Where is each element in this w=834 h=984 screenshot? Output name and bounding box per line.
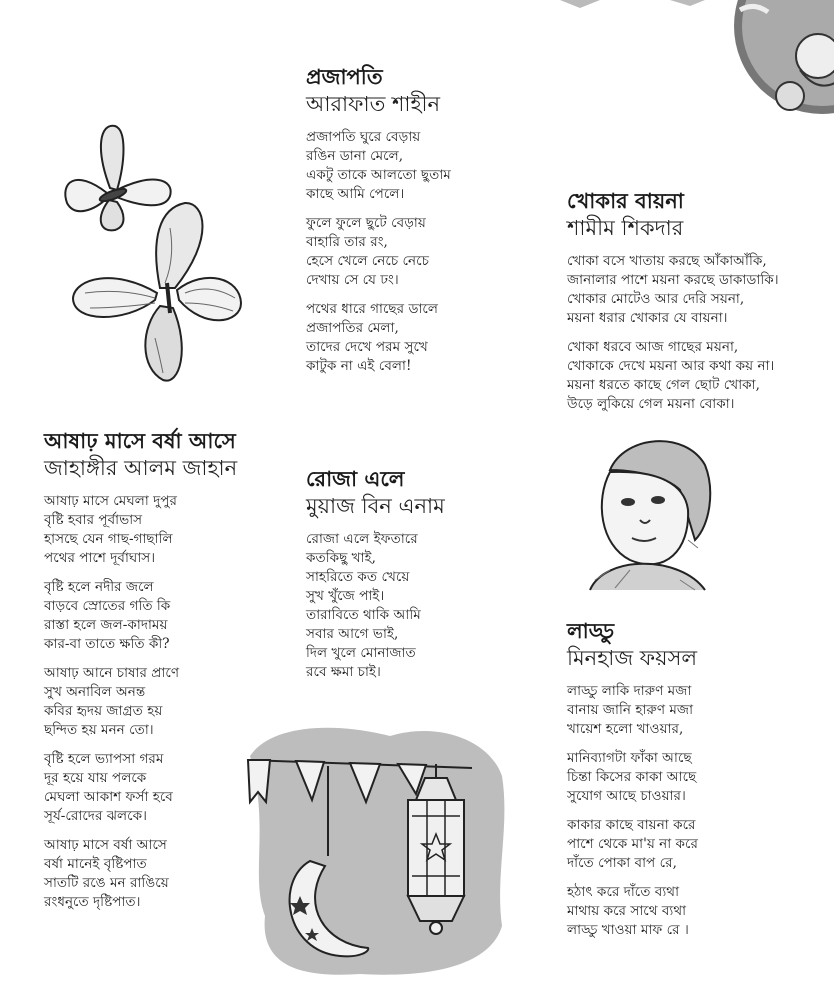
poem-line: মেঘলা আকাশ ফর্সা হবে — [44, 789, 173, 805]
poem-line: দিল খুলে মোনাজাত — [306, 645, 416, 661]
poem-line: কার-বা তাতে ক্ষতি কী? — [44, 636, 170, 652]
poem-line: বৃষ্টি হবার পূর্বাভাস — [44, 512, 143, 528]
poem-line: সূর্য-রোদের ঝলকে। — [44, 808, 147, 824]
poem-author: মুয়াজ বিন এনাম — [306, 494, 445, 518]
poem-line: ফুলে ফুলে ছুটে বেড়ায় — [306, 215, 426, 231]
poem-line: আষাঢ় মাসে মেঘলা দুপুর — [44, 493, 177, 509]
poem-title: আষাঢ় মাসে বর্ষা আসে — [44, 429, 236, 453]
poem-stanza — [306, 300, 451, 376]
poem-stanza — [567, 338, 779, 414]
poem-title: প্রজাপতি — [306, 65, 383, 89]
top-shape — [560, 0, 710, 12]
poem-line: সুখ খুঁজে পাই। — [306, 588, 385, 604]
poem-line: চিন্তা কিসের কাকা আছে — [567, 769, 697, 785]
poem-stanza — [306, 128, 451, 204]
poem-line: রোজা এলে ইফতারে — [306, 531, 418, 547]
poem-line: রংধনুতে দৃষ্টিপাত। — [44, 894, 141, 910]
poem-line: কতকিছু খাই, — [306, 550, 376, 566]
poem-stanza — [567, 749, 698, 806]
poem-line: কাছে আমি পেলে। — [306, 186, 405, 202]
poem-line: সুযোগ আছে চাওয়ার। — [567, 788, 686, 804]
poem-line: লাড্ডু খাওয়া মাফ রে । — [567, 922, 689, 938]
poem-line: হাসছে যেন গাছ-গাছালি — [44, 531, 173, 547]
poem-stanza — [44, 750, 237, 826]
poem-stanza — [306, 530, 445, 682]
poem-line: মাথায় করে সাথে ব্যথা — [567, 903, 687, 919]
poem-line: বৃষ্টি হলে ভ্যাপসা গরম — [44, 751, 164, 767]
poem-roza-ele — [306, 466, 445, 692]
poem-line: বর্ষা মানেই বৃষ্টিপাত — [44, 856, 147, 872]
poem-line: খোকা বসে খাতায় করছে আঁকাআঁকি, — [567, 253, 767, 269]
poem-line: খায়েশ হলো খাওয়ার, — [567, 721, 684, 737]
child-portrait-illustration — [570, 430, 720, 600]
poem-line: প্রজাপতির মেলা, — [306, 320, 399, 336]
poem-line: প্রজাপতি ঘুরে বেড়ায় — [306, 129, 421, 145]
butterflies-illustration — [55, 118, 250, 390]
poem-stanza — [44, 578, 237, 654]
poem-line: রঙিন ডানা মেলে, — [306, 148, 404, 164]
poem-stanza — [567, 883, 698, 940]
poem-line: দূর হয়ে যায় পলকে — [44, 770, 147, 786]
poem-line: মানিব্যাগটা ফাঁকা আছে — [567, 750, 692, 766]
poem-line: বাড়বে স্রোতের গতি কি — [44, 598, 171, 614]
poem-line: জানালার পাশে ময়না করছে ডাকাডাকি। — [567, 272, 779, 288]
poem-line: সাহরিতে কত খেয়ে — [306, 569, 410, 585]
poem-line: পথের পাশে দূর্বাঘাস। — [44, 550, 156, 566]
poem-title: রোজা এলে — [306, 467, 405, 491]
poem-stanza — [44, 664, 237, 740]
poem-author: আরাফাত শাহীন — [306, 92, 441, 116]
poem-author: শামীম শিকদার — [567, 216, 684, 240]
poem-stanza — [567, 816, 698, 873]
poem-line: তাদের দেখে পরম সুখে — [306, 339, 428, 355]
poem-line: পথের ধারে গাছের ডালে — [306, 301, 439, 317]
poem-line: সুখ অনাবিল অনন্ত — [44, 684, 146, 700]
poem-asharh — [44, 428, 237, 922]
poem-line: ময়না ধরতে কাছে গেল ছোট খোকা, — [567, 377, 760, 393]
poem-line: সবার আগে ভাই, — [306, 626, 399, 642]
poem-line: তারাবিতে থাকি আমি — [306, 607, 421, 623]
poem-line: কাটুক না এই বেলা! — [306, 358, 412, 374]
poem-line: উড়ে লুকিয়ে গেল ময়না বোকা। — [567, 396, 735, 412]
poem-line: খোকা ধরবে আজ গাছের ময়না, — [567, 339, 739, 355]
poem-projapoti — [306, 64, 451, 386]
poem-line: খোকার মোটেও আর দেরি সয়না, — [567, 291, 745, 307]
poem-line: বানায় জানি হারুণ মজা — [567, 702, 694, 718]
poem-laddu — [567, 618, 698, 950]
poem-line: দাঁতে পোকা বাপ রে, — [567, 855, 677, 871]
poem-line: হেসে খেলে নেচে নেচে — [306, 253, 429, 269]
poem-line: সাতটি রঙে মন রাঙিয়ে — [44, 875, 169, 891]
poem-line: ছন্দিত হয় মনন তো। — [44, 722, 154, 738]
poem-line: কবির হৃদয় জাগ্রত হয় — [44, 703, 163, 719]
poem-line: আষাঢ় মাসে বর্ষা আসে — [44, 837, 167, 853]
poem-line: বৃষ্টি হলে নদীর জলে — [44, 579, 154, 595]
crescent-lantern-illustration — [240, 716, 512, 982]
poem-line: কাকার কাছে বায়না করে — [567, 817, 696, 833]
poem-stanza — [44, 492, 237, 568]
poem-line: রবে ক্ষমা চাই। — [306, 664, 381, 680]
poem-stanza — [567, 252, 779, 328]
poem-author: মিনহাজ ফয়সল — [567, 646, 698, 670]
poem-line: আষাঢ় আনে চাষার প্রাণে — [44, 665, 180, 681]
poem-line: দেখায় সে যে ঢং। — [306, 272, 399, 288]
poem-stanza — [44, 836, 237, 912]
poem-title: খোকার বায়না — [567, 189, 684, 213]
poem-stanza — [306, 214, 451, 290]
poem-line: হঠাৎ করে দাঁতে ব্যথা — [567, 884, 680, 900]
poem-line: পাশে থেকে মা'য় না করে — [567, 836, 698, 852]
poem-line: বাহারি তার রং, — [306, 234, 388, 250]
poem-author: জাহাঙ্গীর আলম জাহান — [44, 456, 238, 480]
poem-line: ময়না ধরার খোকার যে বায়না। — [567, 310, 728, 326]
poem-line: লাড্ডু লাকি দারুণ মজা — [567, 683, 692, 699]
poem-line: একটু তাকে আলতো ছুতাম — [306, 167, 451, 183]
poem-line: রাস্তা হলে জল-কাদাময় — [44, 617, 168, 633]
poem-stanza — [567, 682, 698, 739]
poem-line: খোকাকে দেখে ময়না আর কথা কয় না। — [567, 358, 775, 374]
poem-khokar-bayna — [567, 188, 779, 424]
poem-title: লাড্ডু — [567, 619, 615, 643]
corner-badge — [700, 0, 834, 120]
